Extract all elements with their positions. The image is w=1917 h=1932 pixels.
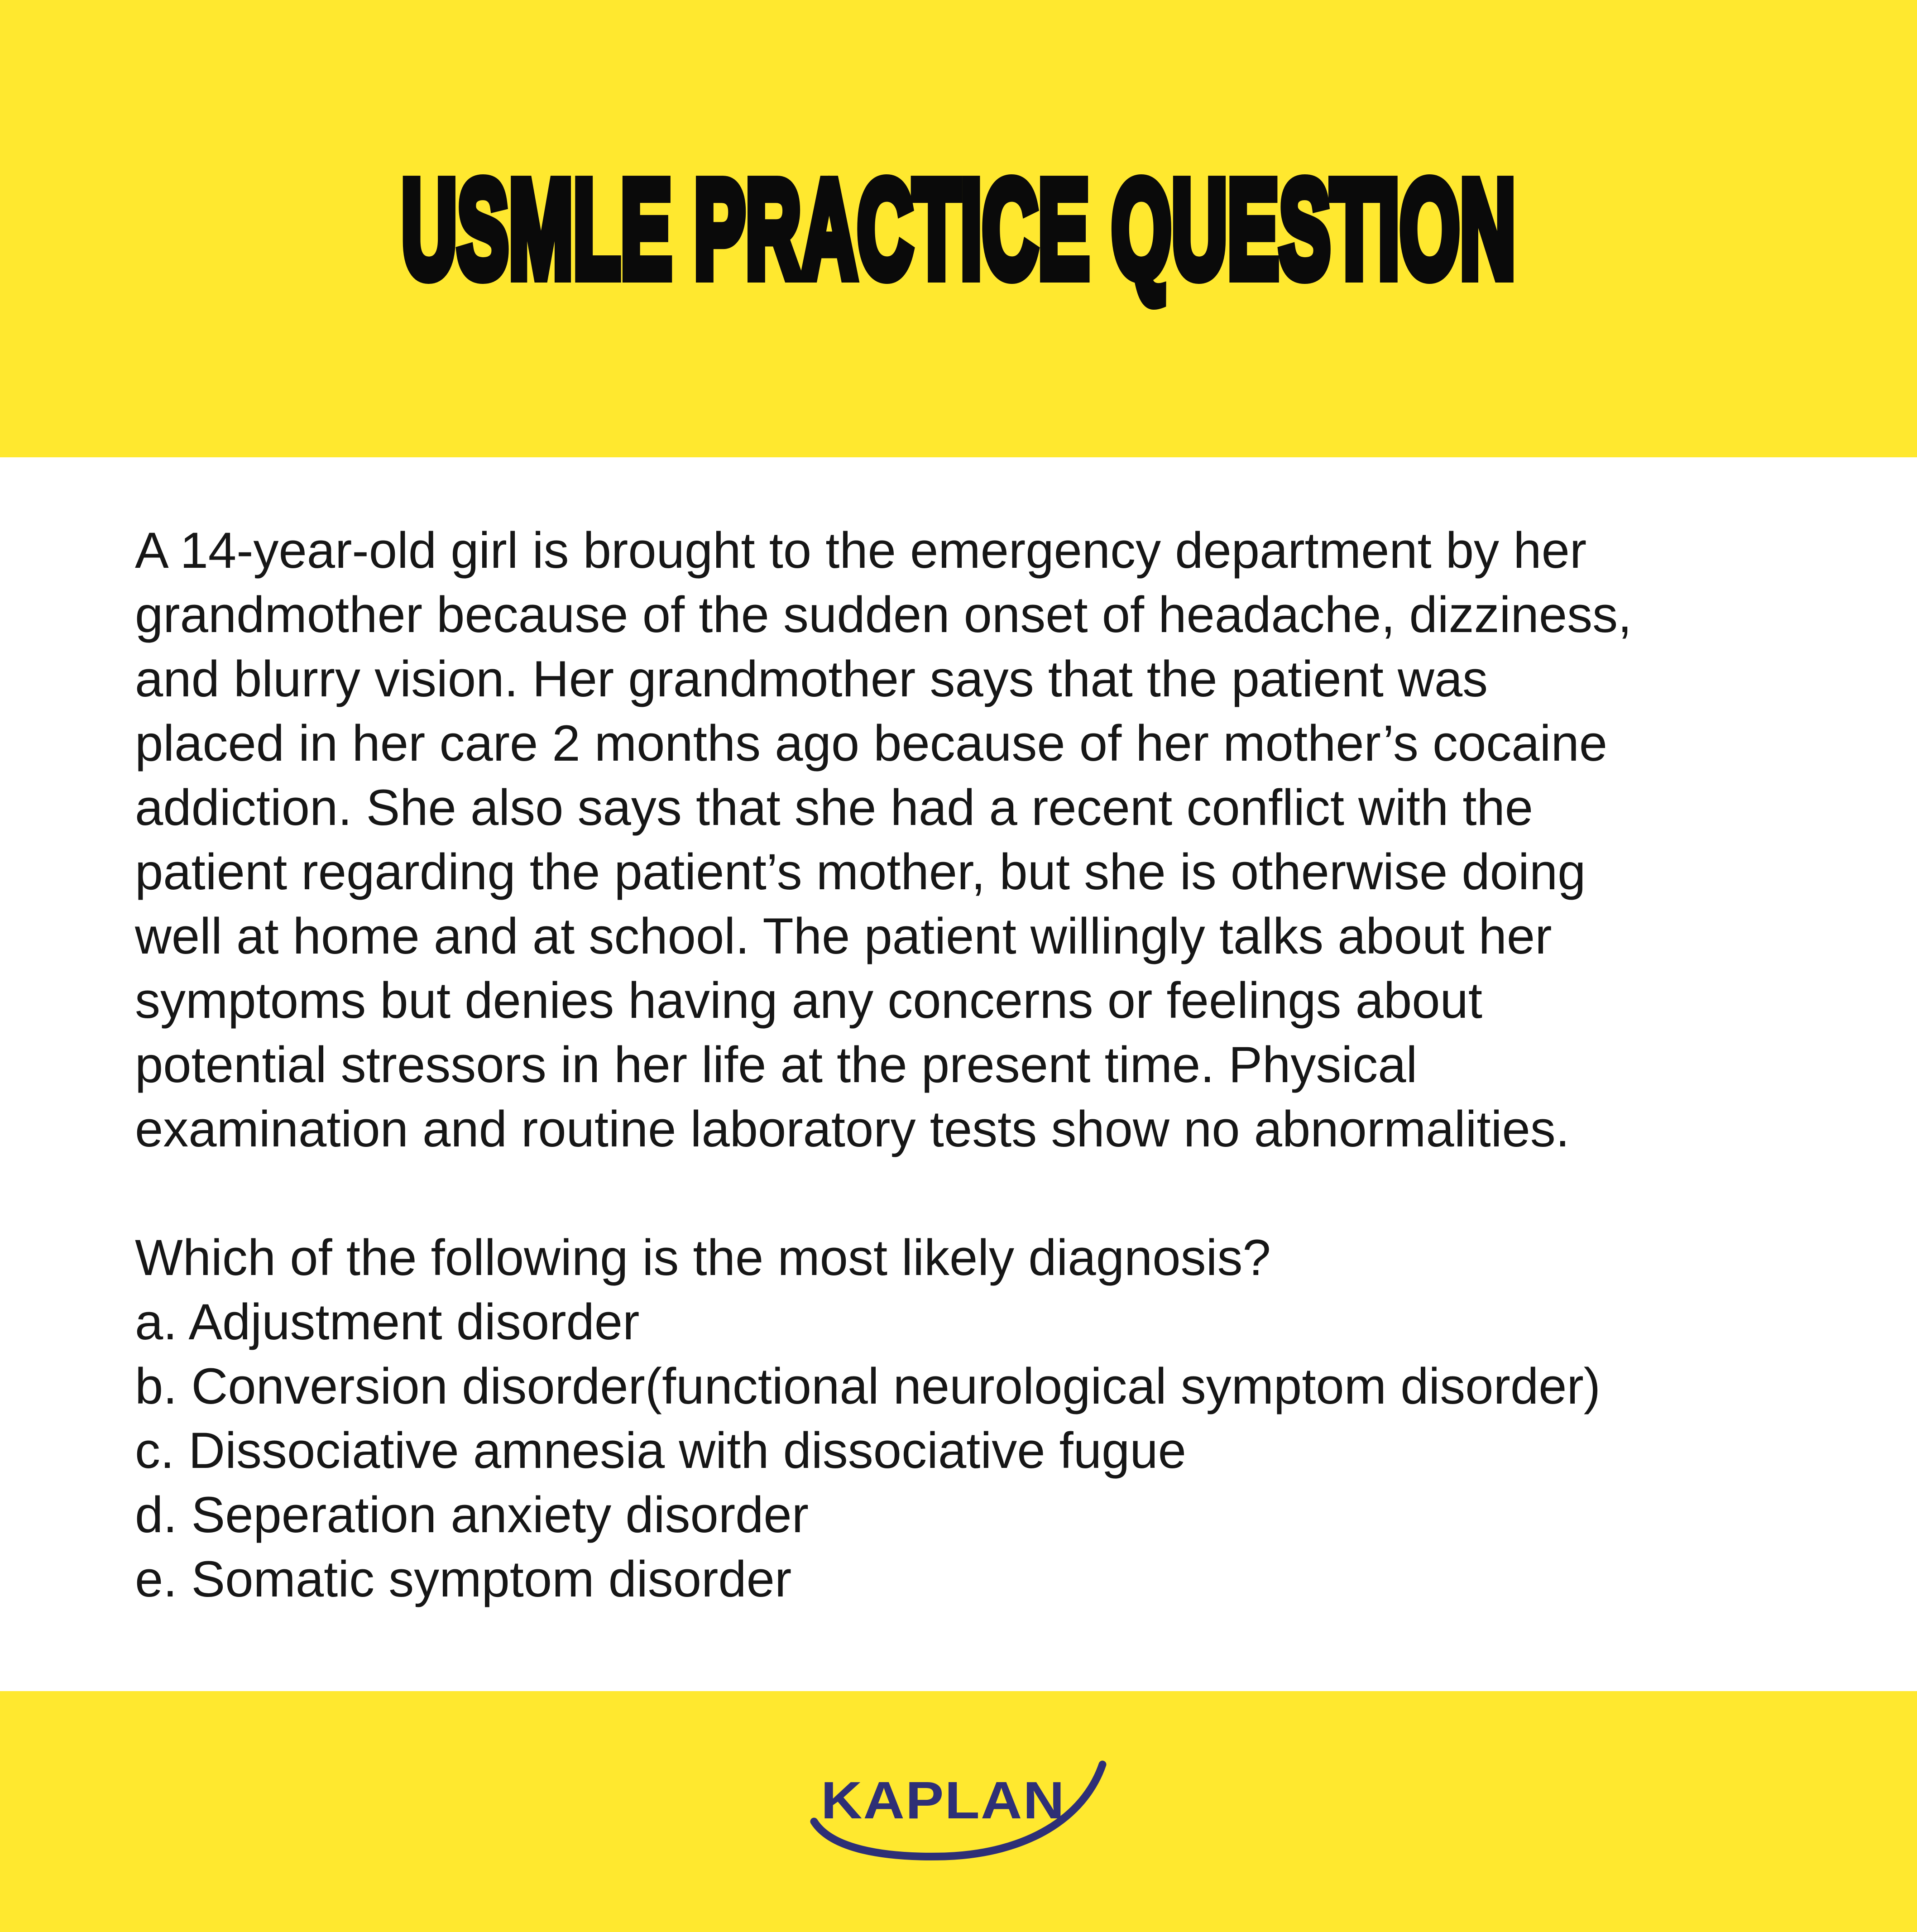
- stem-line: grandmother because of the sudden onset of headache, dizziness,: [135, 586, 1632, 643]
- page-title-text: USMLE PRACTICE QUESTION: [401, 151, 1516, 306]
- kaplan-wordmark: KAPLAN: [821, 1771, 1065, 1830]
- stem-line: and blurry vision. Her grandmother says that the patient was: [135, 651, 1488, 707]
- answer-option-b: b. Conversion disorder(functional neurological symptom disorder): [135, 1358, 1601, 1414]
- question-body: [0, 457, 1917, 1691]
- stem-line: symptoms but denies having any concerns or feelings about: [135, 972, 1482, 1029]
- page-title: [0, 151, 1917, 306]
- header-band: [0, 0, 1917, 457]
- stem-line: placed in her care 2 months ago because of her mother’s cocaine: [135, 715, 1608, 772]
- answer-option-e: e. Somatic symptom disorder: [135, 1551, 792, 1607]
- answer-option-a: a. Adjustment disorder: [135, 1294, 640, 1350]
- question-stem: [135, 518, 1804, 1161]
- answer-options: [135, 1290, 1804, 1611]
- stem-line: well at home and at school. The patient willingly talks about her: [135, 908, 1552, 964]
- footer-band: [0, 1691, 1917, 1932]
- stem-line: addiction. She also says that she had a recent conflict with the: [135, 779, 1534, 836]
- stem-line: patient regarding the patient’s mother, but she is otherwise doing: [135, 844, 1586, 900]
- question-prompt: Which of the following is the most likely diagnosis?: [135, 1229, 1271, 1286]
- stem-line: examination and routine laboratory tests show no abnormalities.: [135, 1101, 1570, 1157]
- kaplan-logo: [802, 1757, 1115, 1866]
- answer-option-c: c. Dissociative amnesia with dissociative fugue: [135, 1422, 1186, 1479]
- stem-line: A 14-year-old girl is brought to the emergency department by her: [135, 522, 1587, 579]
- stem-line: potential stressors in her life at the present time. Physical: [135, 1036, 1418, 1093]
- answer-option-d: d. Seperation anxiety disorder: [135, 1486, 809, 1543]
